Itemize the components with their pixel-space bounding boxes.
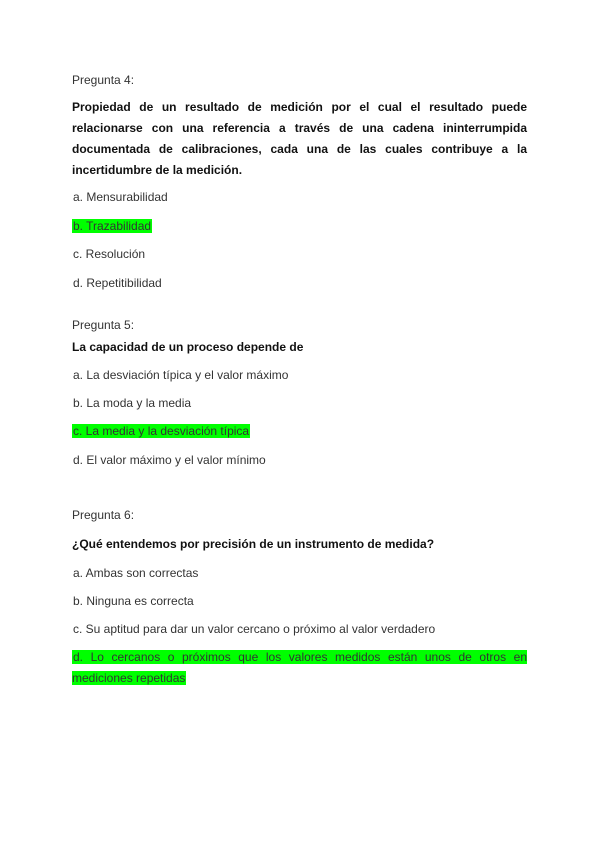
- answer-option-correct: b. Trazabilidad: [73, 219, 152, 233]
- answer-option: b. Ninguna es correcta: [73, 594, 194, 608]
- question-text: La capacidad de un proceso depende de: [72, 340, 304, 354]
- answer-option: d. Repetitibilidad: [73, 276, 162, 290]
- answer-option: c. Resolución: [73, 247, 146, 261]
- question-text: ¿Qué entendemos por precisión de un instrumento de medida?: [72, 537, 435, 551]
- answer-option: d. El valor máximo y el valor mínimo: [73, 453, 266, 467]
- answer-option: c. Su aptitud para dar un valor cercano o próximo al valor verdadero: [73, 622, 436, 636]
- answer-option-correct: d. Lo cercanos o próximos que los valores medidos están unos de otros en mediciones repetidas: [72, 650, 527, 685]
- question-text: Propiedad de un resultado de medición por el cual el resultado puede relacionarse con una referencia a través de una cadena ininterrumpida documentada de calibraciones, cada una de las cuales contribuye a la incertidumbre de la medición.: [72, 100, 527, 177]
- answer-option: a. La desviación típica y el valor máximo: [73, 368, 289, 382]
- answer-option: b. La moda y la media: [73, 396, 192, 410]
- answer-option: a. Ambas son correctas: [73, 566, 199, 580]
- answer-option: a. Mensurabilidad: [73, 190, 168, 204]
- question-label: Pregunta 4:: [72, 73, 135, 87]
- question-label: Pregunta 6:: [72, 508, 135, 522]
- answer-option-correct: c. La media y la desviación típica: [73, 424, 250, 438]
- question-label: Pregunta 5:: [72, 318, 135, 332]
